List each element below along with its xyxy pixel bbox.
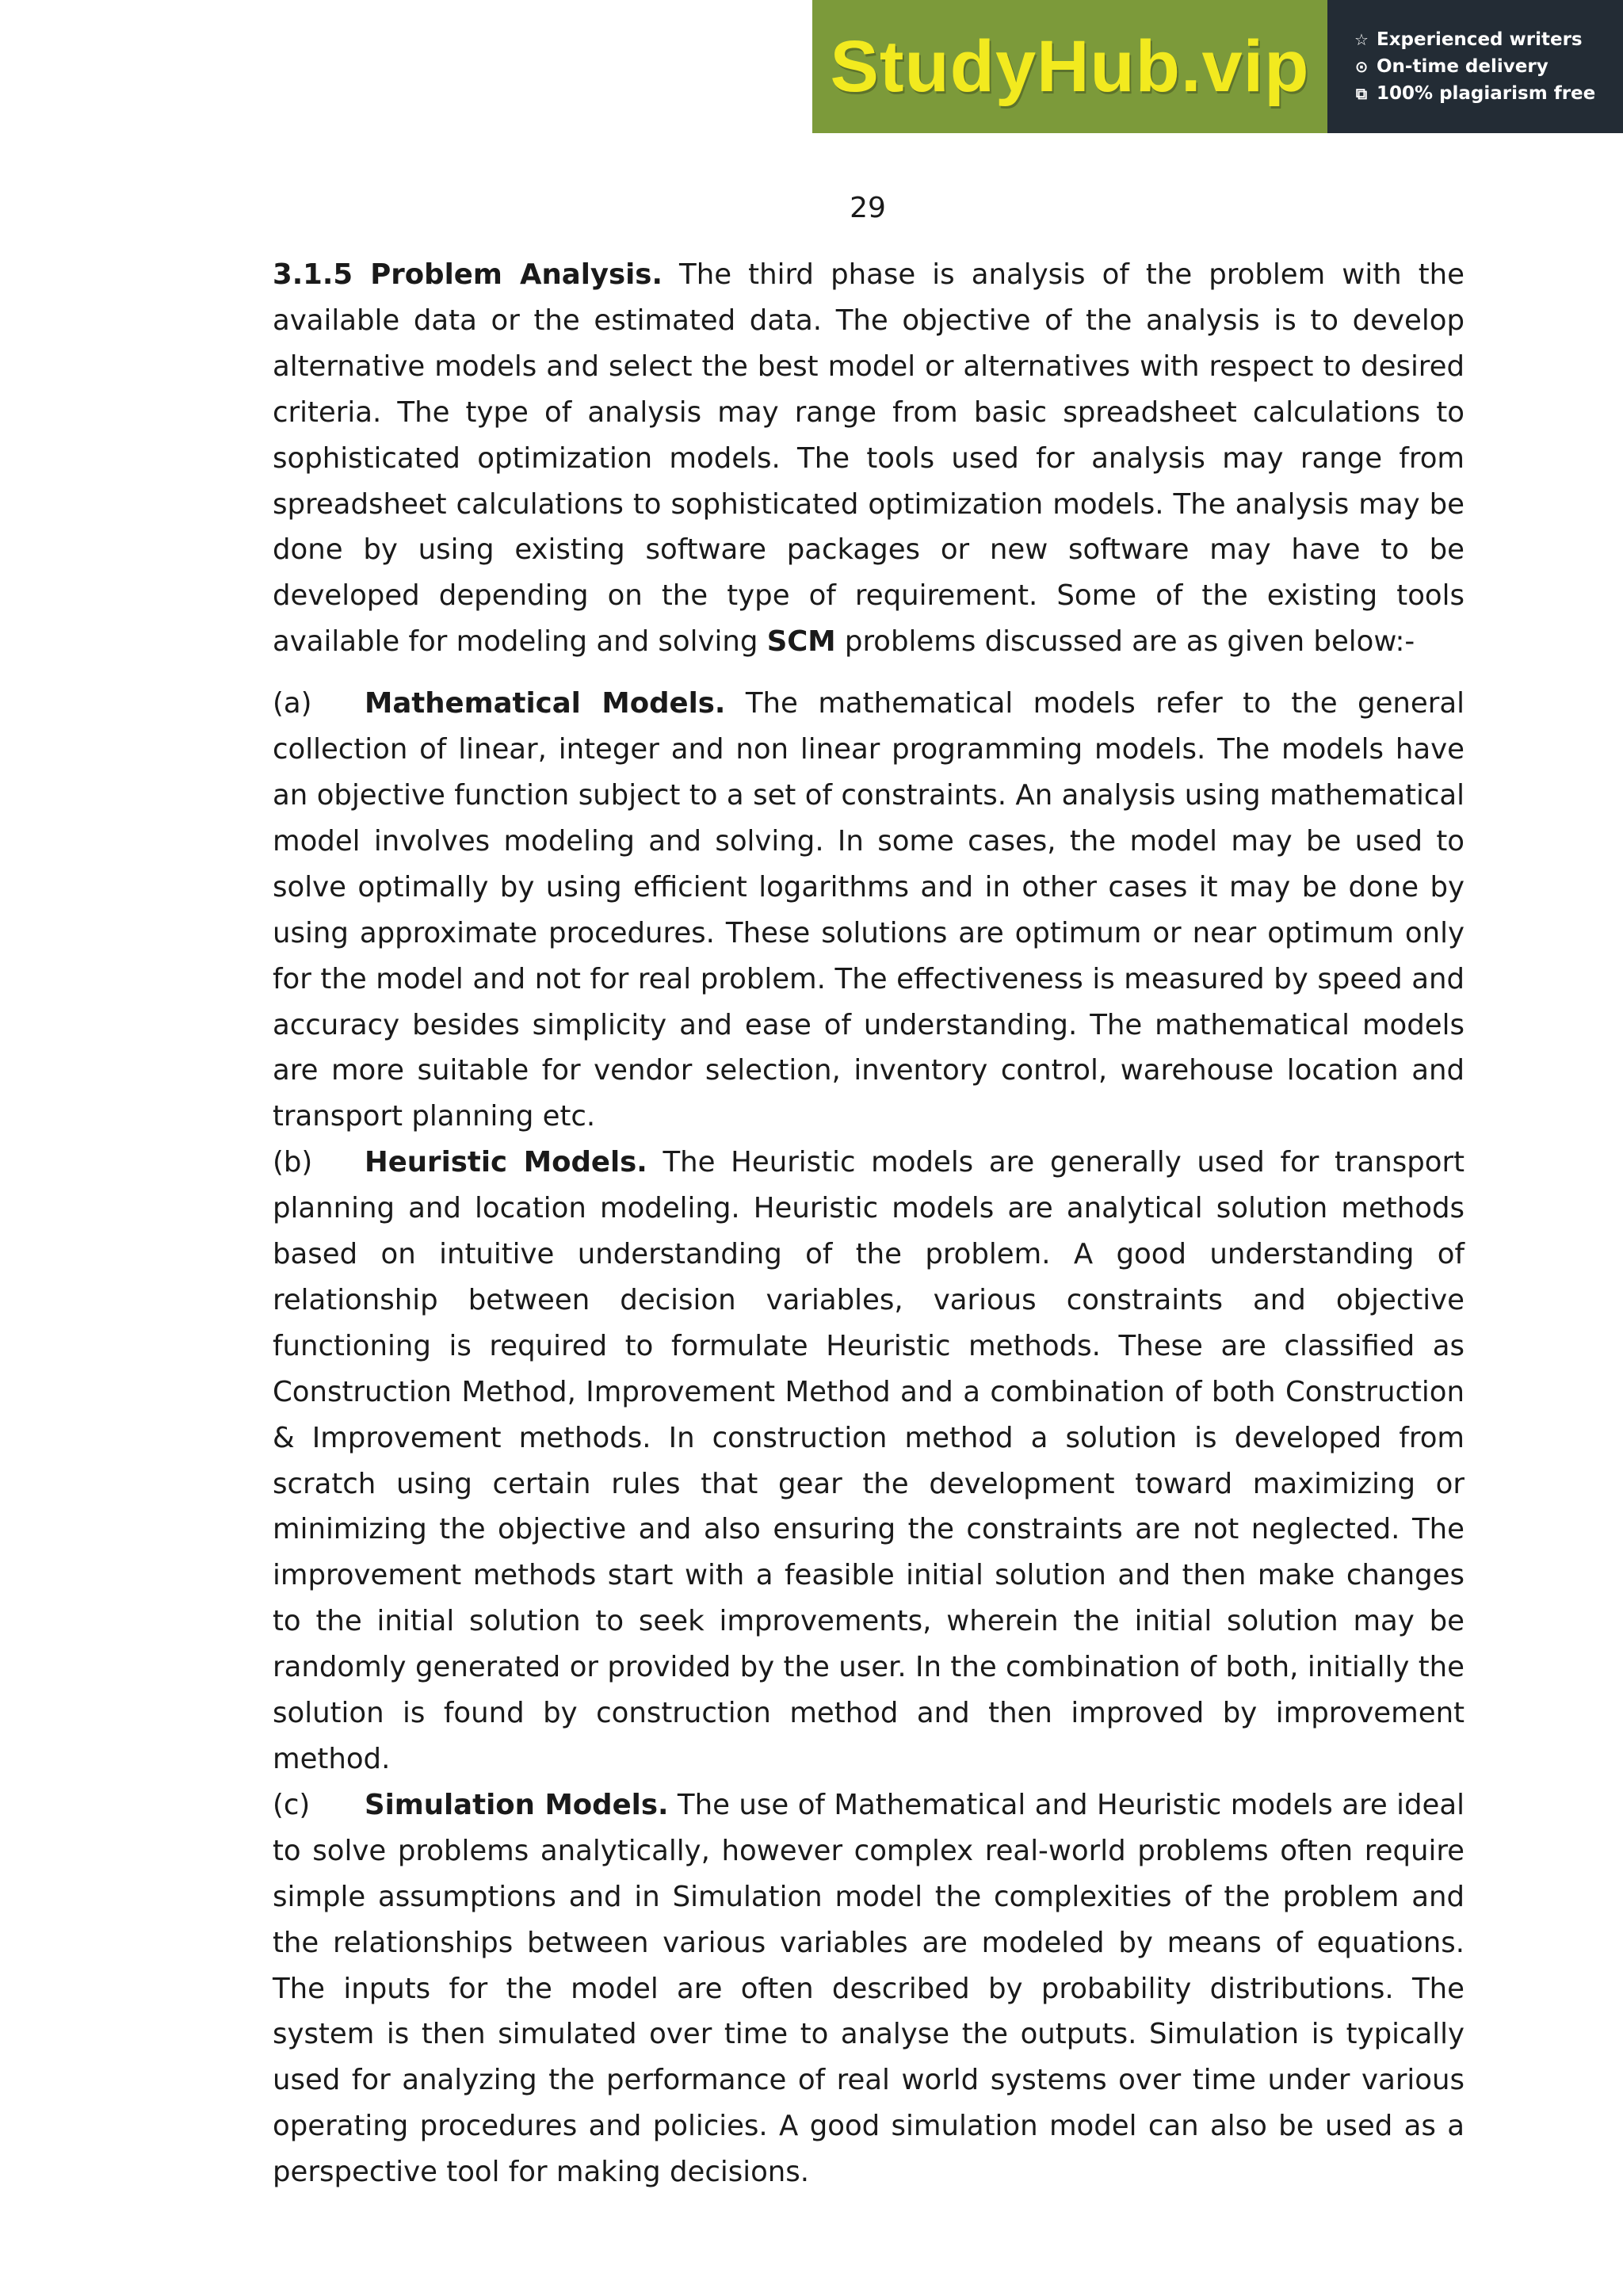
section-paragraph xyxy=(273,252,1465,665)
list-item xyxy=(273,1140,1465,1782)
feature-label: Experienced writers xyxy=(1377,29,1583,50)
document-body xyxy=(273,252,1465,2195)
item-text: The use of Mathematical and Heuristic models are ideal to solve problems analytically, however complex real-world problems often require simple assumptions and in Simulation model the complexities of the problem and the relationships between various variables are modeled by means of equations. The inputs for the model are often described by probability distributions. The system is then simulated over time to analyse the outputs. Simulation is typically used for analyzing the performance of real world systems over time under various operating procedures and policies. A good simulation model can also be used as a perspective tool for making decisions. xyxy=(273,1788,1465,2189)
studyhub-banner[interactable] xyxy=(812,0,1623,133)
feature-plagiarism-free xyxy=(1351,83,1623,104)
item-title: Mathematical Models. xyxy=(365,687,726,720)
list-item xyxy=(273,681,1465,1140)
item-title: Simulation Models. xyxy=(365,1788,669,1821)
brand-logo[interactable] xyxy=(812,0,1327,133)
brand-name: StudyHub.vip xyxy=(830,25,1310,107)
item-letter: (c) xyxy=(273,1788,311,1821)
item-text: The Heuristic models are generally used for transport planning and location modeling. Heuristic models are analytical solution methods based on intuitive understanding of the problem. A good understanding of relationship between decision variables, various constraints and objective functioning is required to formulate Heuristic methods. These are classified as Construction Method, Improvement Method and a combination of both Construction & Improvement methods. In construction method a solution is developed from scratch using certain rules that gear the development toward maximizing or minimizing the objective and also ensuring the constraints are not neglected. The improvement methods start with a feasible initial solution and then make changes to the initial solution to seek improvements, wherein the initial solution may be randomly generated or provided by the user. In the combination of both, initially the solution is found by construction method and then improved by improvement method. xyxy=(273,1146,1465,1775)
item-letter: (b) xyxy=(273,1146,313,1179)
item-letter: (a) xyxy=(273,687,312,720)
feature-on-time-delivery xyxy=(1351,56,1623,77)
star-icon: ☆ xyxy=(1354,30,1369,49)
section-heading: 3.1.5 Problem Analysis. xyxy=(273,258,663,291)
scm-term: SCM xyxy=(766,625,836,659)
page-number: 29 xyxy=(850,192,886,224)
feature-label: 100% plagiarism free xyxy=(1377,83,1596,104)
section-text-2: problems discussed are as given below:- xyxy=(835,625,1415,659)
item-title: Heuristic Models. xyxy=(365,1146,647,1179)
list-item xyxy=(273,1782,1465,2195)
section-text-1: The third phase is analysis of the problem with the available data or the estimated data. The objective of the analysis is to develop alternative models and select the best model or alternatives with respect to desired criteria. The type of analysis may range from basic spreadsheet calculations to sophisticated optimization models. The tools used for analysis may range from spreadsheet calculations to sophisticated optimization models. The analysis may be done by using existing software packages or new software may have to be developed depending on the type of requirement. Some of the existing tools available for modeling and solving xyxy=(273,258,1465,659)
item-text: The mathematical models refer to the general collection of linear, integer and non linear programming models. The models have an objective function subject to a set of constraints. An analysis using mathematical model involves modeling and solving. In some cases, the model may be used to solve optimally by using efficient logarithms and in other cases it may be done by using approximate procedures. These solutions are optimum or near optimum only for the model and not for real problem. The effectiveness is measured by speed and accuracy besides simplicity and ease of understanding. The mathematical models are more suitable for vendor selection, inventory control, warehouse location and transport planning etc. xyxy=(273,687,1465,1133)
feature-label: On-time delivery xyxy=(1377,56,1549,77)
clock-icon: ⊙ xyxy=(1354,57,1369,76)
feature-list xyxy=(1327,0,1623,133)
copy-icon: ⧉ xyxy=(1355,84,1368,103)
feature-experienced-writers xyxy=(1351,29,1623,50)
